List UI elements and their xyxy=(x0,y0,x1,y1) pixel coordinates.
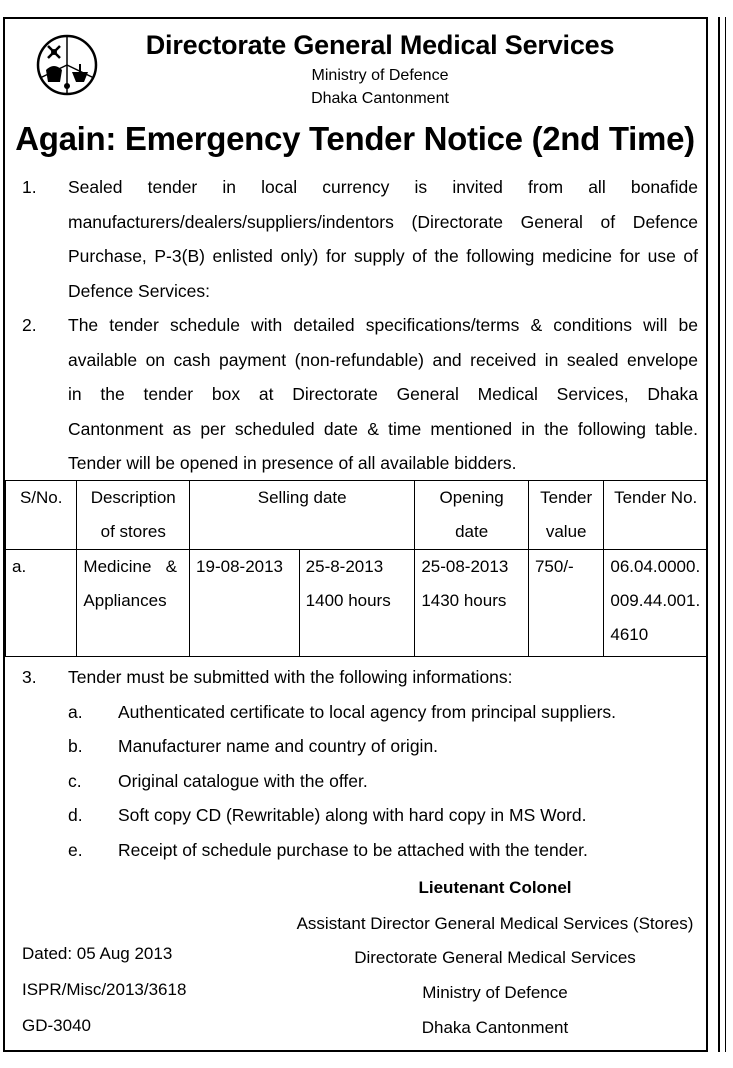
paragraph-line: Cantonment as per scheduled date & time mentioned in the following table. xyxy=(68,418,698,439)
header-sno: S/No. xyxy=(6,481,77,550)
paragraph-line: Sealed tender in local currency is invited from all bonafide xyxy=(68,177,698,197)
cell-sno: a. xyxy=(6,550,77,657)
list-item: e. Receipt of schedule purchase to be attached with the tender. xyxy=(68,839,588,860)
paragraph-number: 2. xyxy=(22,315,37,335)
ispr-reference: ISPR/Misc/2013/3618 xyxy=(22,980,187,999)
table-header-row xyxy=(6,481,708,550)
paragraph-1 xyxy=(22,170,698,308)
signatory-location: Dhaka Cantonment xyxy=(421,1018,569,1037)
requirements-section xyxy=(22,660,702,867)
page-edge-line-thin xyxy=(725,17,726,1052)
location-line: Dhaka Cantonment xyxy=(311,90,449,107)
cell-tender-no: 06.04.0000. 009.44.001. 4610 xyxy=(604,550,708,657)
paragraph-2 xyxy=(22,308,698,481)
tri-services-emblem-icon xyxy=(36,34,98,96)
tender-table xyxy=(5,480,708,657)
cell-description: Medicine & Appliances xyxy=(77,550,190,657)
paragraph-line: available on cash payment (non-refundable) and received in sealed envelope xyxy=(68,349,698,370)
paragraph-line: Purchase, P-3(B) enlisted only) for supply of the following medicine for use of xyxy=(68,246,698,266)
table-row xyxy=(6,550,708,657)
paragraph-line: Tender will be opened in presence of all available bidders. xyxy=(68,453,517,473)
notice-title: Again: Emergency Tender Notice (2nd Time) xyxy=(15,120,695,157)
signatory-rank: Lieutenant Colonel xyxy=(418,878,572,897)
list-item: a. Authenticated certificate to local agency from principal suppliers. xyxy=(68,701,617,722)
list-item: b. Manufacturer name and country of origin. xyxy=(68,736,439,756)
signatory-ministry: Ministry of Defence xyxy=(422,983,568,1002)
page-edge-line xyxy=(718,17,720,1052)
signatory-office: Directorate General Medical Services xyxy=(354,948,636,967)
paragraph-line: manufacturers/dealers/suppliers/indentors (Directorate General of Defence xyxy=(68,211,698,232)
cell-opening: 25-08-2013 1430 hours xyxy=(415,550,529,657)
cell-value: 750/- xyxy=(528,550,603,657)
header-selling-date: Selling date xyxy=(190,481,415,550)
ministry-line: Ministry of Defence xyxy=(311,67,449,84)
list-item: d. Soft copy CD (Rewritable) along with hard copy in MS Word. xyxy=(68,805,587,825)
organization-name: Directorate General Medical Services xyxy=(145,30,615,60)
header-description: Description of stores xyxy=(77,481,190,550)
header-tender-value: Tender value xyxy=(528,481,603,550)
paragraph-number: 1. xyxy=(22,177,37,197)
date-line: Dated: 05 Aug 2013 xyxy=(22,944,173,963)
paragraph-line: in the tender box at Directorate General Medical Services, Dhaka xyxy=(68,384,698,404)
requirements-intro: Tender must be submitted with the following informations: xyxy=(68,667,513,687)
header-opening-date: Opening date xyxy=(415,481,529,550)
paragraph-number: 3. xyxy=(22,667,37,687)
cell-selling-to: 25-8-2013 1400 hours xyxy=(299,550,415,657)
cell-selling-from: 19-08-2013 xyxy=(190,550,300,657)
list-item: c. Original catalogue with the offer. xyxy=(68,770,368,791)
signatory-designation: Assistant Director General Medical Services (Stores) xyxy=(296,914,694,933)
paragraph-line: The tender schedule with detailed specifications/terms & conditions will be xyxy=(68,315,698,335)
paragraph-line: Defence Services: xyxy=(68,280,211,301)
header-tender-no: Tender No. xyxy=(604,481,708,550)
gd-reference: GD-3040 xyxy=(22,1016,91,1035)
